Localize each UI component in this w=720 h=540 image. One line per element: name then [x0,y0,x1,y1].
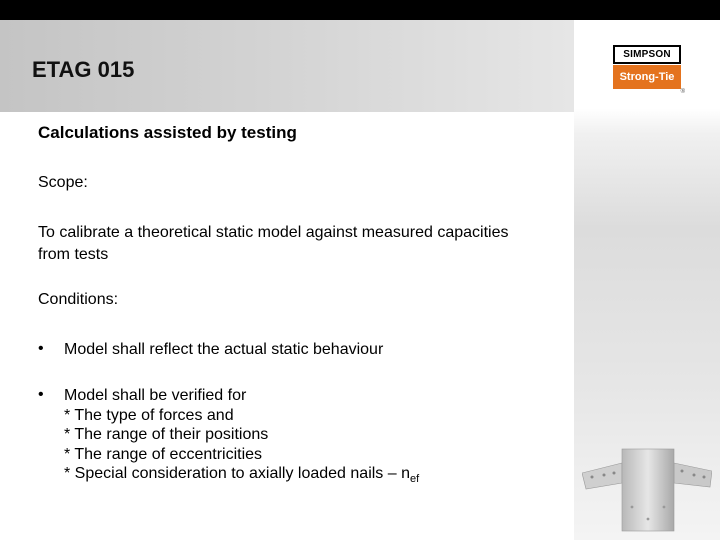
slide-title: ETAG 015 [32,57,135,82]
scope-label: Scope: [38,174,88,191]
simpson-strong-tie-logo [613,45,685,95]
bullet-item-2 [64,386,419,490]
bullet-item-1 [64,340,383,360]
bullet-marker: • [38,340,44,357]
logo-registered-mark: ® [680,89,685,95]
bullet-line: * The range of eccentricities [64,445,263,463]
bullet-marker: • [38,386,44,403]
bullet-line: * The type of forces and [64,406,234,424]
subscript-ef: ef [410,473,420,485]
slide-heading: Calculations assisted by testing [38,123,297,142]
title-band [0,20,574,112]
bullet-line-last [64,464,419,490]
bullet-line: Model shall reflect the actual static behaviour [64,341,384,358]
top-bar [0,0,720,20]
metal-connector-product-image [582,435,712,535]
logo-top-text: SIMPSON [613,45,681,64]
scope-text [38,222,578,266]
logo-bottom-text: Strong-Tie [613,65,681,89]
scope-text-line: To calibrate a theoretical static model against measured capacities [38,224,509,241]
last-line-text: * Special consideration to axially loaded nails – n [64,465,410,482]
bullet-line: Model shall be verified for [64,387,247,404]
scope-text-line: from tests [38,246,109,263]
conditions-label: Conditions: [38,291,119,308]
bullet-line: * The range of their positions [64,426,269,443]
